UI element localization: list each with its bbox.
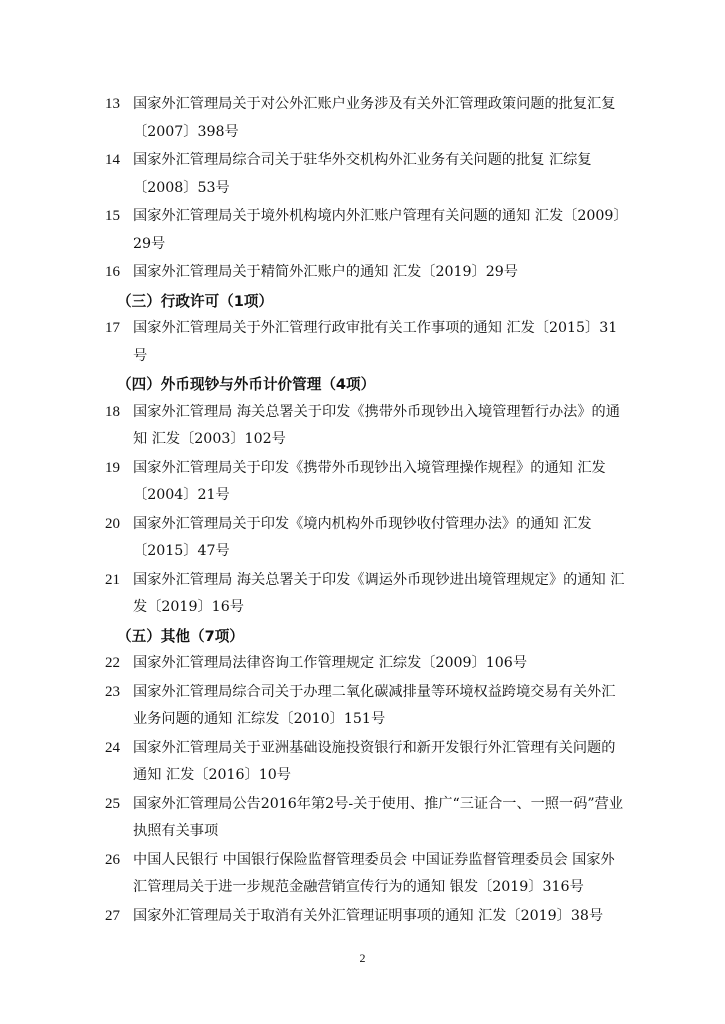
- list-item: [105, 147, 625, 202]
- section-heading: （五）其他（7项）: [117, 627, 244, 645]
- item-text: 国家外汇管理局综合司关于驻华外交机构外汇业务有关问题的批复 汇综复〔2008〕53号: [133, 152, 592, 196]
- list-item: [105, 399, 625, 454]
- list-item: [105, 567, 625, 622]
- item-text: 国家外汇管理局关于精简外汇账户的通知 汇发〔2019〕29号: [133, 264, 518, 280]
- item-text: 国家外汇管理局关于印发《携带外币现钞出入境管理操作规程》的通知 汇发〔2004〕21号: [133, 459, 606, 503]
- list-item: [105, 91, 625, 146]
- list-item: [105, 791, 625, 846]
- item-text: 国家外汇管理局公告2016年第2号-关于使用、推广“三证合一、一照一码”营业执照有关事项: [133, 795, 624, 839]
- list-item: [105, 259, 625, 287]
- item-text: 国家外汇管理局关于印发《境内机构外币现钞收付管理办法》的通知 汇发〔2015〕47号: [133, 515, 592, 559]
- list-item: [105, 679, 625, 734]
- item-number: 26: [105, 851, 120, 868]
- list-item: [105, 735, 625, 790]
- item-number: 13: [105, 96, 120, 112]
- item-number: 20: [105, 515, 120, 532]
- section-heading: （四）外币现钞与外币计价管理（4项）: [117, 376, 376, 393]
- item-number: 25: [105, 795, 120, 812]
- list-item: [105, 455, 625, 510]
- section-heading: （三）行政许可（1项）: [117, 292, 274, 310]
- item-number: 21: [105, 571, 120, 588]
- list-item: [105, 650, 625, 678]
- item-number: 18: [105, 403, 120, 420]
- document-body: [105, 91, 625, 931]
- item-text: 国家外汇管理局法律咨询工作管理规定 汇综发〔2009〕106号: [133, 655, 528, 671]
- item-number: 19: [105, 459, 120, 476]
- item-text: 国家外汇管理局关于外汇管理行政审批有关工作事项的通知 汇发〔2015〕31号: [133, 320, 618, 364]
- item-number: 24: [105, 739, 120, 756]
- item-number: 22: [105, 655, 120, 671]
- list-item: [105, 315, 625, 370]
- item-number: 15: [105, 208, 120, 224]
- item-text: 国家外汇管理局 海关总署关于印发《调运外币现钞进出境管理规定》的通知 汇发〔2019〕16号: [133, 571, 625, 615]
- list-item: [105, 203, 625, 258]
- list-item: [105, 511, 625, 566]
- item-text: 国家外汇管理局关于取消有关外汇管理证明事项的通知 汇发〔2019〕38号: [133, 907, 604, 924]
- item-number: 17: [105, 320, 120, 336]
- item-number: 14: [105, 152, 120, 168]
- item-number: 27: [105, 907, 120, 924]
- list-item: [105, 847, 625, 902]
- list-item: [105, 903, 625, 931]
- item-text: 国家外汇管理局 海关总署关于印发《携带外币现钞出入境管理暂行办法》的通知 汇发〔2003〕102号: [133, 403, 620, 447]
- item-number: 23: [105, 683, 120, 700]
- item-text: 国家外汇管理局综合司关于办理二氧化碳减排量等环境权益跨境交易有关外汇业务问题的通知 汇综发〔2010〕151号: [133, 683, 616, 727]
- item-text: 中国人民银行 中国银行保险监督管理委员会 中国证券监督管理委员会 国家外汇管理局关于进一步规范金融营销宣传行为的通知 银发〔2019〕316号: [133, 851, 615, 895]
- item-text: 国家外汇管理局关于境外机构境内外汇账户管理有关问题的通知 汇发〔2009〕29号: [133, 208, 621, 252]
- item-text: 国家外汇管理局关于对公外汇账户业务涉及有关外汇管理政策问题的批复汇复〔2007〕398号: [133, 96, 616, 140]
- item-number: 16: [105, 264, 120, 280]
- page-number: 2: [359, 951, 366, 965]
- item-text: 国家外汇管理局关于亚洲基础设施投资银行和新开发银行外汇管理有关问题的通知 汇发〔2016〕10号: [133, 739, 616, 783]
